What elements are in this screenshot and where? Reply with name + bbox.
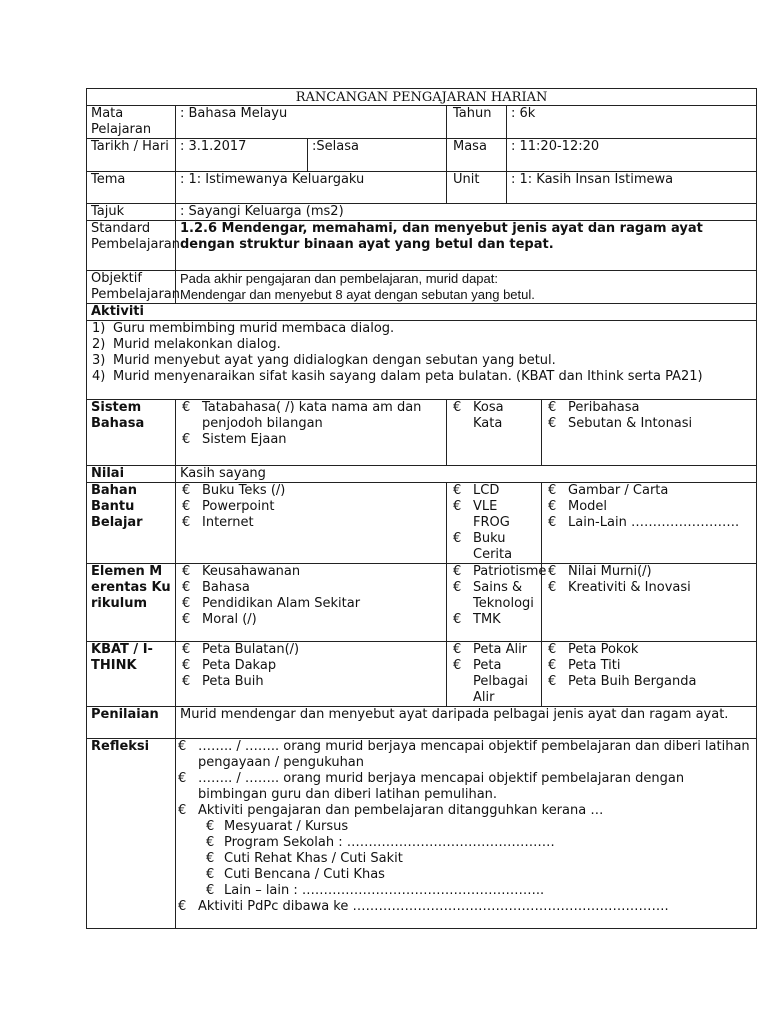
bullet-icon: € xyxy=(548,580,557,595)
kbat-col3 xyxy=(542,642,757,707)
kbat-item xyxy=(451,642,537,658)
bullet-icon: € xyxy=(453,580,462,595)
bullet-icon: € xyxy=(182,564,191,579)
refleksi-label: Refleksi xyxy=(87,739,176,929)
sistem-bahasa-col1 xyxy=(176,400,447,466)
item-text: Sistem Ejaan xyxy=(202,432,287,447)
item-text: Peta Buih Berganda xyxy=(568,674,697,689)
mata-pelajaran-value: : Bahasa Melayu xyxy=(176,106,447,139)
elemen-item xyxy=(451,564,547,580)
sistem-bahasa-item xyxy=(180,400,442,432)
nilai-value: Kasih sayang xyxy=(176,466,757,483)
aktiviti-text: Murid menyebut ayat yang didialogkan dengan sebutan yang betul. xyxy=(113,353,556,368)
bullet-icon: € xyxy=(178,899,187,914)
bullet-icon: € xyxy=(178,803,187,818)
item-text: Cuti Bencana / Cuti Khas xyxy=(224,867,385,882)
bullet-icon: € xyxy=(182,499,191,514)
elemen-col2 xyxy=(447,564,547,642)
bullet-icon: € xyxy=(453,642,462,657)
bullet-icon: € xyxy=(548,658,557,673)
elemen-col3 xyxy=(542,564,757,642)
kbat-item xyxy=(180,658,442,674)
bahan-item xyxy=(451,483,537,499)
item-text: Aktiviti pengajaran dan pembelajaran ditangguhkan kerana … xyxy=(198,803,604,818)
aktiviti-text: Murid menyenaraikan sifat kasih sayang dalam peta bulatan. (KBAT dan Ithink serta PA21) xyxy=(113,369,703,384)
refleksi-item xyxy=(176,739,752,771)
sistem-bahasa-col3 xyxy=(542,400,757,466)
item-text: VLE FROG xyxy=(473,499,510,530)
tema-label: Tema xyxy=(87,172,176,204)
bahan-item xyxy=(451,499,537,531)
aktiviti-item xyxy=(91,353,752,369)
sistem-bahasa-col2 xyxy=(447,400,542,466)
elemen-item xyxy=(180,596,442,612)
bullet-icon: € xyxy=(178,771,187,786)
bullet-icon: € xyxy=(206,851,215,866)
bullet-icon: € xyxy=(182,658,191,673)
unit-value: : 1: Kasih Insan Istimewa xyxy=(507,172,757,204)
standard-value: 1.2.6 Mendengar, memahami, dan menyebut jenis ayat dan ragam ayat dengan struktur binaan ayat yang betul dan tepat. xyxy=(176,221,757,271)
item-text: Lain-Lain ……………………. xyxy=(568,515,740,530)
item-text: LCD xyxy=(473,483,500,498)
masa-label: Masa xyxy=(447,139,507,172)
bullet-icon: € xyxy=(206,883,215,898)
bullet-icon: € xyxy=(453,400,462,415)
item-text: Tatabahasa( /) kata nama am dan penjodoh bilangan xyxy=(202,400,422,431)
bullet-icon: € xyxy=(548,416,557,431)
bullet-icon: € xyxy=(548,674,557,689)
item-text: Gambar / Carta xyxy=(568,483,669,498)
item-text: Kreativiti & Inovasi xyxy=(568,580,691,595)
aktiviti-text: Murid melakonkan dialog. xyxy=(113,337,281,352)
standard-label: Standard Pembelajaran xyxy=(87,221,176,271)
bullet-icon: € xyxy=(182,515,191,530)
item-text: Peta Bulatan(/) xyxy=(202,642,300,657)
sistem-bahasa-item xyxy=(546,400,752,416)
aktiviti-list-cell xyxy=(87,321,757,400)
item-text: Peta Pokok xyxy=(568,642,639,657)
kbat-item xyxy=(451,658,537,706)
kbat-item xyxy=(546,642,752,658)
bullet-icon: € xyxy=(453,531,462,546)
bullet-icon: € xyxy=(548,564,557,579)
hari-value: :Selasa xyxy=(308,139,447,172)
item-text: Sains & Teknologi xyxy=(473,580,534,611)
item-text: TMK xyxy=(473,612,501,627)
bullet-icon: € xyxy=(548,499,557,514)
aktiviti-label: Aktiviti xyxy=(87,304,757,321)
item-text: Peta Buih xyxy=(202,674,264,689)
bahan-col3 xyxy=(542,483,757,564)
bullet-icon: € xyxy=(548,515,557,530)
bahan-item xyxy=(180,483,442,499)
aktiviti-list xyxy=(91,321,752,385)
bullet-icon: € xyxy=(206,867,215,882)
objektif-line-1: Pada akhir pengajaran dan pembelajaran, murid dapat: xyxy=(180,271,498,286)
kbat-item xyxy=(546,658,752,674)
kbat-item xyxy=(180,642,442,658)
item-text: Keusahawanan xyxy=(202,564,301,579)
item-text: Powerpoint xyxy=(202,499,275,514)
item-text: Nilai Murni(/) xyxy=(568,564,652,579)
objektif-value xyxy=(176,271,757,304)
masa-value: : 11:20-12:20 xyxy=(507,139,757,172)
item-text: Peta Pelbagai Alir xyxy=(473,658,529,705)
aktiviti-number: 4) xyxy=(92,369,106,384)
objektif-label: Objektif Pembelajaran xyxy=(87,271,176,304)
objektif-line-2: Mendengar dan menyebut 8 ayat dengan sebutan yang betul. xyxy=(180,287,535,302)
item-text: Buku Teks (/) xyxy=(202,483,286,498)
bullet-icon: € xyxy=(178,739,187,754)
tajuk-value: : Sayangi Keluarga (ms2) xyxy=(176,204,757,221)
bullet-icon: € xyxy=(453,483,462,498)
item-text: Patriotisme xyxy=(473,564,547,579)
refleksi-sub-item xyxy=(176,867,752,883)
elemen-label: Elemen Merentas Kurikulum xyxy=(87,564,176,642)
elemen-item xyxy=(451,580,537,612)
item-text: Peta Titi xyxy=(568,658,621,673)
elemen-item xyxy=(546,564,752,580)
kbat-item xyxy=(180,674,442,690)
bullet-icon: € xyxy=(206,835,215,850)
item-text: …….. / …….. orang murid berjaya mencapai objektif pembelajaran dan diberi latihan pengayaan / pengukuhan xyxy=(198,739,750,770)
kbat-label: KBAT / I-THINK xyxy=(87,642,176,707)
sistem-bahasa-label: Sistem Bahasa xyxy=(87,400,176,466)
aktiviti-item xyxy=(91,369,752,385)
refleksi-item xyxy=(176,899,752,915)
page-title: RANCANGAN PENGAJARAN HARIAN xyxy=(87,89,757,106)
penilaian-value: Murid mendengar dan menyebut ayat daripada pelbagai jenis ayat dan ragam ayat. xyxy=(176,707,757,739)
bahan-item xyxy=(546,515,752,531)
item-text: Kosa Kata xyxy=(473,400,504,431)
bullet-icon: € xyxy=(206,819,215,834)
tarikh-value: : 3.1.2017 xyxy=(176,139,308,172)
aktiviti-number: 1) xyxy=(92,321,106,336)
elemen-col1 xyxy=(176,564,447,642)
refleksi-sub-item xyxy=(176,819,752,835)
item-text: Lain – lain : ……………………………………………….. xyxy=(224,883,545,898)
bullet-icon: € xyxy=(182,483,191,498)
lesson-plan-sheet xyxy=(86,88,756,929)
bullet-icon: € xyxy=(548,483,557,498)
aktiviti-number: 2) xyxy=(92,337,106,352)
unit-label: Unit xyxy=(447,172,507,204)
item-text: Internet xyxy=(202,515,254,530)
bullet-icon: € xyxy=(182,400,191,415)
item-text: Aktiviti PdPc dibawa ke ………………………………………………………………. xyxy=(198,899,669,914)
bahan-label: Bahan Bantu Belajar xyxy=(87,483,176,564)
bullet-icon: € xyxy=(182,580,191,595)
refleksi-sub-item xyxy=(176,851,752,867)
aktiviti-item xyxy=(91,337,752,353)
bullet-icon: € xyxy=(548,642,557,657)
tarikh-label: Tarikh / Hari xyxy=(87,139,176,172)
bullet-icon: € xyxy=(548,400,557,415)
bullet-icon: € xyxy=(182,642,191,657)
sistem-bahasa-item xyxy=(451,400,537,432)
item-text: Peta Dakap xyxy=(202,658,277,673)
item-text: Model xyxy=(568,499,608,514)
aktiviti-item xyxy=(91,321,752,337)
sistem-bahasa-item xyxy=(180,432,442,448)
bahan-item xyxy=(451,531,537,563)
item-text: Buku Cerita xyxy=(473,531,513,562)
bullet-icon: € xyxy=(453,658,462,673)
bahan-item xyxy=(180,515,442,531)
elemen-item xyxy=(451,612,537,628)
kbat-item xyxy=(546,674,752,690)
bahan-item xyxy=(546,499,752,515)
bahan-col2 xyxy=(447,483,542,564)
sistem-bahasa-item xyxy=(546,416,752,432)
bullet-icon: € xyxy=(453,499,462,514)
bahan-col1 xyxy=(176,483,447,564)
item-text: Peta Alir xyxy=(473,642,528,657)
refleksi-sub-item xyxy=(176,835,752,851)
tajuk-label: Tajuk xyxy=(87,204,176,221)
bullet-icon: € xyxy=(453,612,462,627)
nilai-label: Nilai xyxy=(87,466,176,483)
item-text: Sebutan & Intonasi xyxy=(568,416,693,431)
tahun-label: Tahun xyxy=(447,106,507,139)
tahun-value: : 6k xyxy=(507,106,757,139)
refleksi-sub-item xyxy=(176,883,752,899)
item-text: Mesyuarat / Kursus xyxy=(224,819,349,834)
elemen-item xyxy=(180,580,442,596)
item-text: Program Sekolah : ………………………………………… xyxy=(224,835,555,850)
mata-pelajaran-label: Mata Pelajaran xyxy=(87,106,176,139)
item-text: Peribahasa xyxy=(568,400,640,415)
aktiviti-number: 3) xyxy=(92,353,106,368)
lesson-plan-table xyxy=(86,88,757,929)
bullet-icon: € xyxy=(182,674,191,689)
bahan-item xyxy=(546,483,752,499)
elemen-item xyxy=(180,612,442,628)
bullet-icon: € xyxy=(182,432,191,447)
item-text: Cuti Rehat Khas / Cuti Sakit xyxy=(224,851,403,866)
kbat-col2 xyxy=(447,642,542,707)
aktiviti-text: Guru membimbing murid membaca dialog. xyxy=(113,321,395,336)
tema-value: : 1: Istimewanya Keluargaku xyxy=(176,172,447,204)
elemen-item xyxy=(546,580,752,596)
kbat-col1 xyxy=(176,642,447,707)
item-text: Bahasa xyxy=(202,580,250,595)
item-text: Pendidikan Alam Sekitar xyxy=(202,596,361,611)
penilaian-label: Penilaian xyxy=(87,707,176,739)
item-text: …….. / …….. orang murid berjaya mencapai objektif pembelajaran dengan bimbingan guru dan diberi latihan pemulihan. xyxy=(198,771,685,802)
bullet-icon: € xyxy=(453,564,462,579)
item-text: Moral (/) xyxy=(202,612,257,627)
elemen-item xyxy=(180,564,442,580)
bullet-icon: € xyxy=(182,596,191,611)
bullet-icon: € xyxy=(182,612,191,627)
refleksi-item xyxy=(176,771,752,803)
bahan-item xyxy=(180,499,442,515)
refleksi-item xyxy=(176,803,752,819)
refleksi-cell xyxy=(176,739,757,929)
